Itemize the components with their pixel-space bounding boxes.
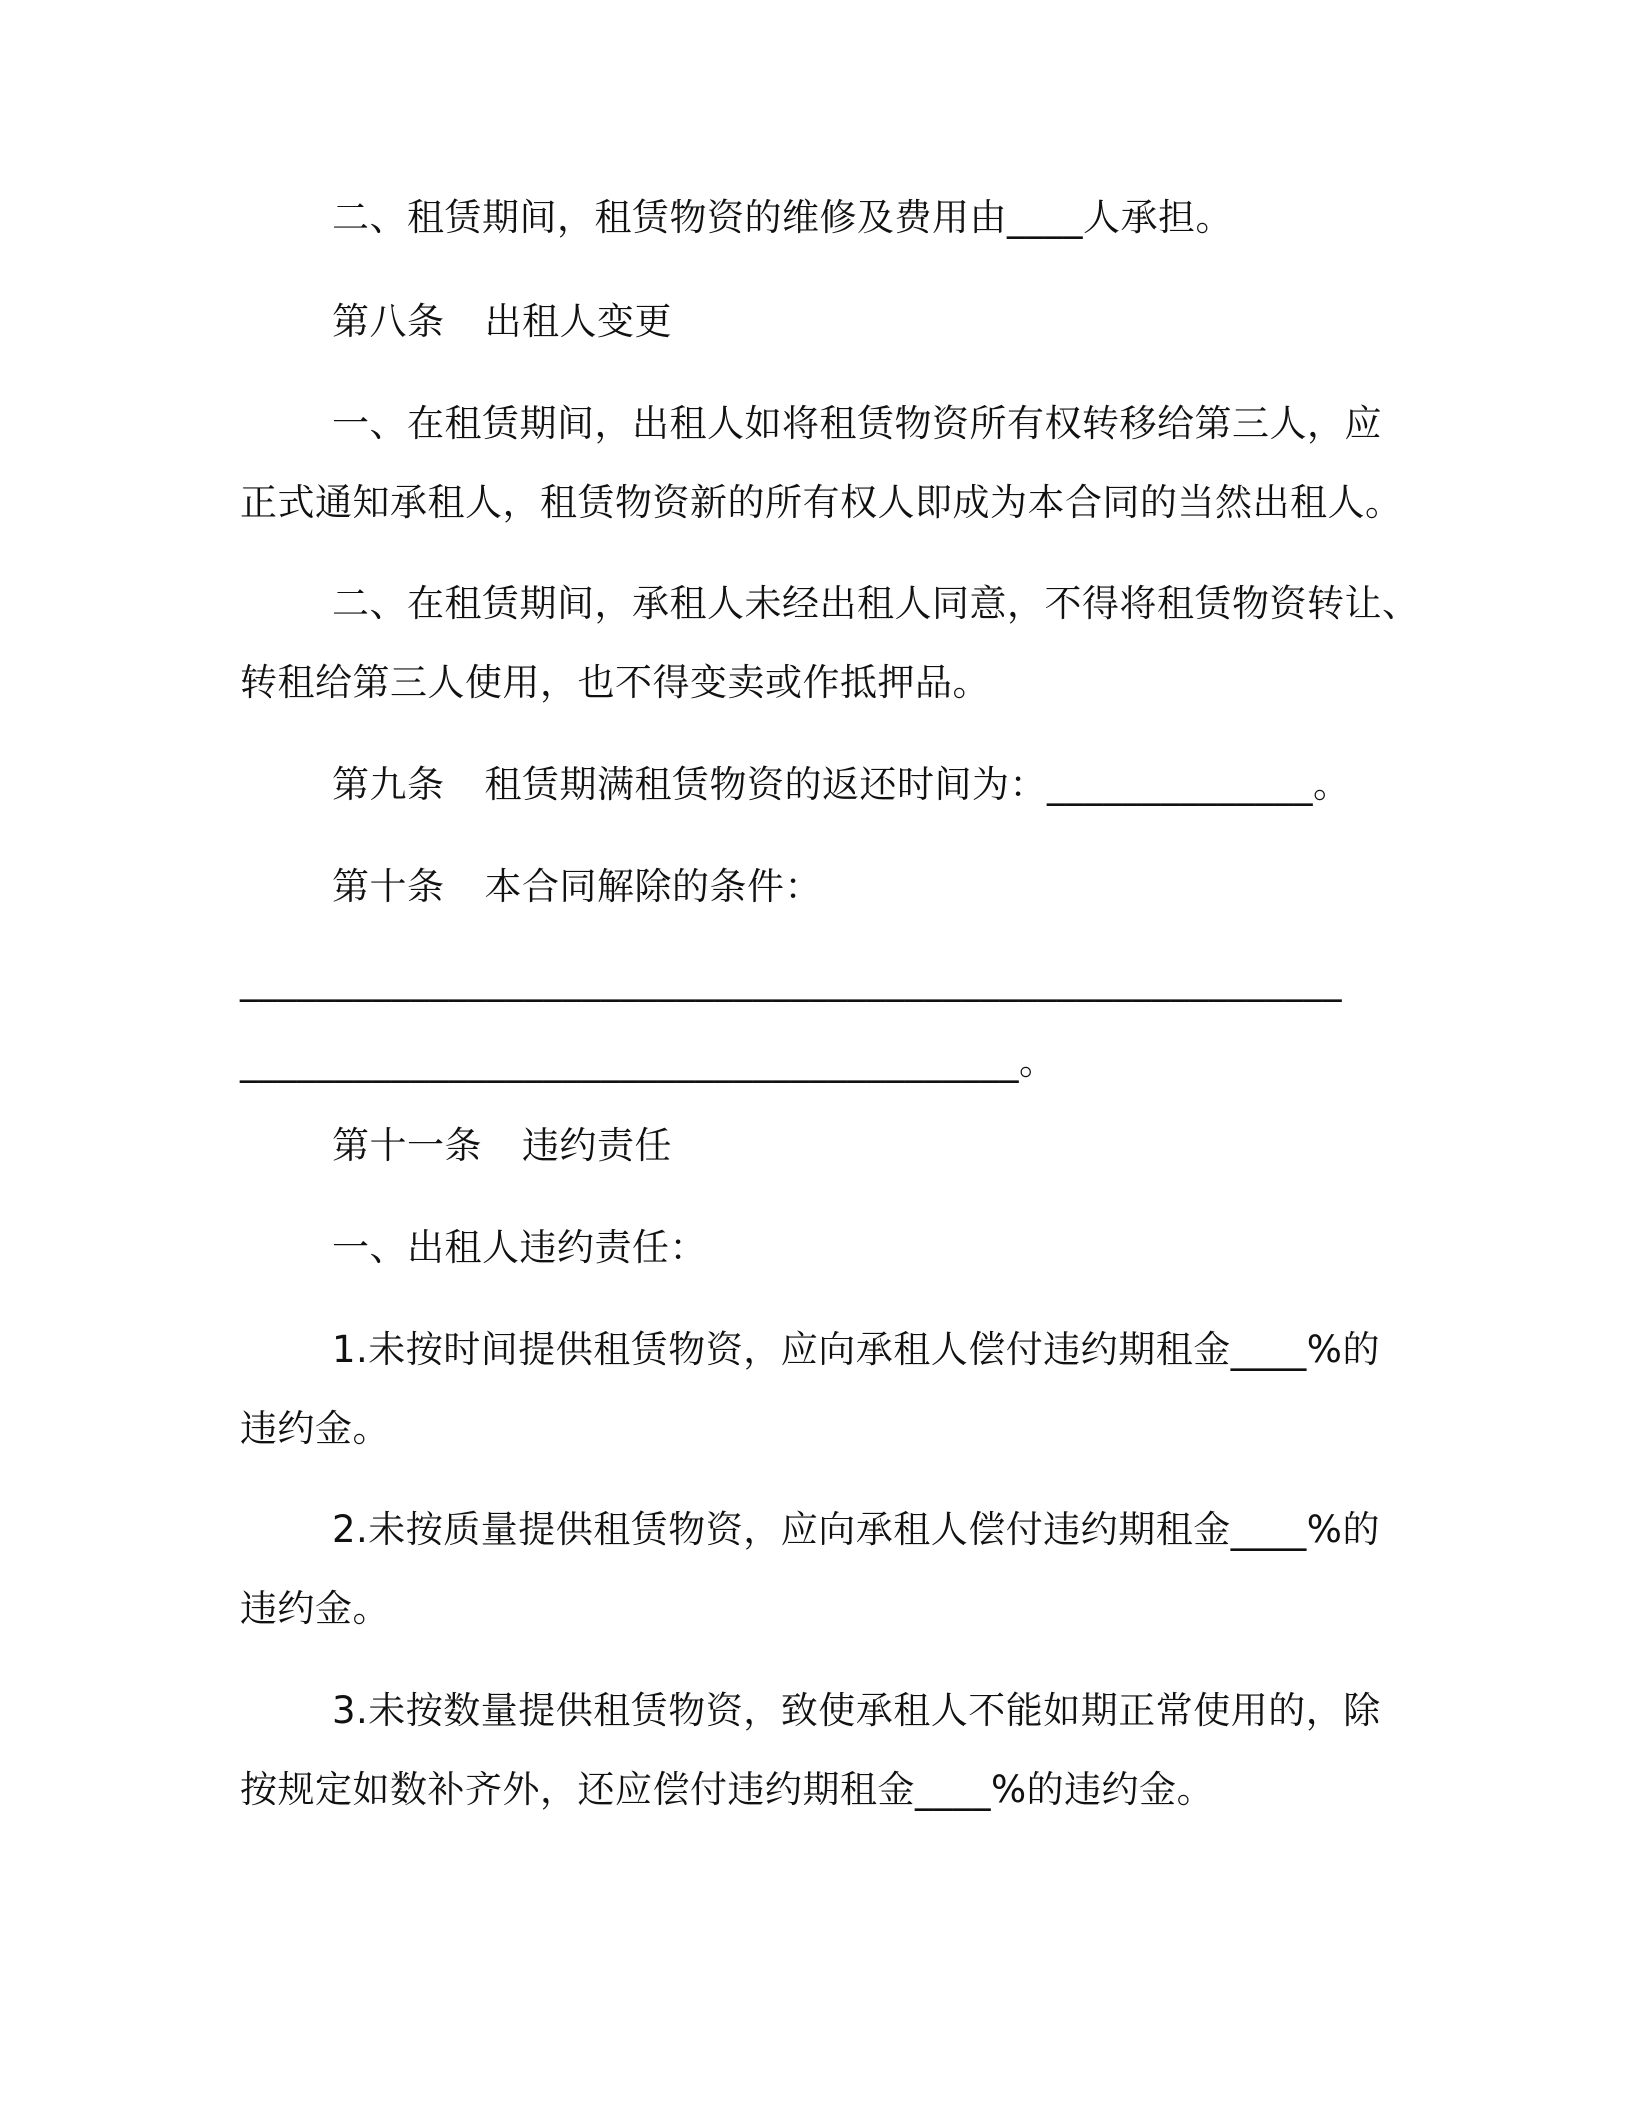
paragraph-maintenance-cost: 二、租赁期间，租赁物资的维修及费用由____人承担。: [332, 196, 1233, 239]
article-9-number: 第九条: [332, 763, 445, 806]
paragraph-sublease-line1: 二、在租赁期间，承租人未经出租人同意，不得将租赁物资转让、: [332, 582, 1420, 625]
article-11-number: 第十一条: [332, 1124, 482, 1167]
article-10-number: 第十条: [332, 865, 445, 908]
lessor-liability-heading: 一、出租人违约责任：: [332, 1226, 707, 1269]
article-8-number: 第八条: [332, 300, 445, 343]
liability-item-3-line2: 按规定如数补齐外，还应偿付违约期租金____%的违约金。: [240, 1768, 1215, 1811]
liability-item-1-line1: 1.未按时间提供租赁物资，应向承租人偿付违约期租金____%的: [332, 1328, 1380, 1371]
paragraph-ownership-transfer-line2: 正式通知承租人，租赁物资新的所有权人即成为本合同的当然出租人。: [240, 481, 1403, 524]
liability-item-3-line1: 3.未按数量提供租赁物资，致使承租人不能如期正常使用的，除: [332, 1689, 1381, 1732]
article-10-heading: [332, 861, 822, 913]
liability-item-2-line2: 违约金。: [240, 1587, 390, 1630]
paragraph-sublease-line2: 转租给第三人使用，也不得变卖或作抵押品。: [240, 661, 990, 704]
liability-item-2-line1: 2.未按质量提供租赁物资，应向承租人偿付违约期租金____%的: [332, 1508, 1380, 1551]
article-8-heading: [332, 296, 672, 348]
article-10-title: 本合同解除的条件：: [484, 865, 822, 908]
article-9-text: 租赁期满租赁物资的返还时间为：______________。: [484, 763, 1351, 806]
article-11-heading: [332, 1120, 672, 1172]
liability-item-1-line2: 违约金。: [240, 1407, 390, 1450]
paragraph-ownership-transfer-line1: 一、在租赁期间，出租人如将租赁物资所有权转移给第三人，应: [332, 402, 1382, 445]
article-8-title: 出租人变更: [484, 300, 672, 343]
termination-blank-line1: __________________________________________________________: [240, 959, 1342, 1002]
article-9-heading: [332, 759, 1351, 811]
termination-blank-line2: _________________________________________。: [240, 1040, 1057, 1083]
article-11-title: 违约责任: [522, 1124, 672, 1167]
